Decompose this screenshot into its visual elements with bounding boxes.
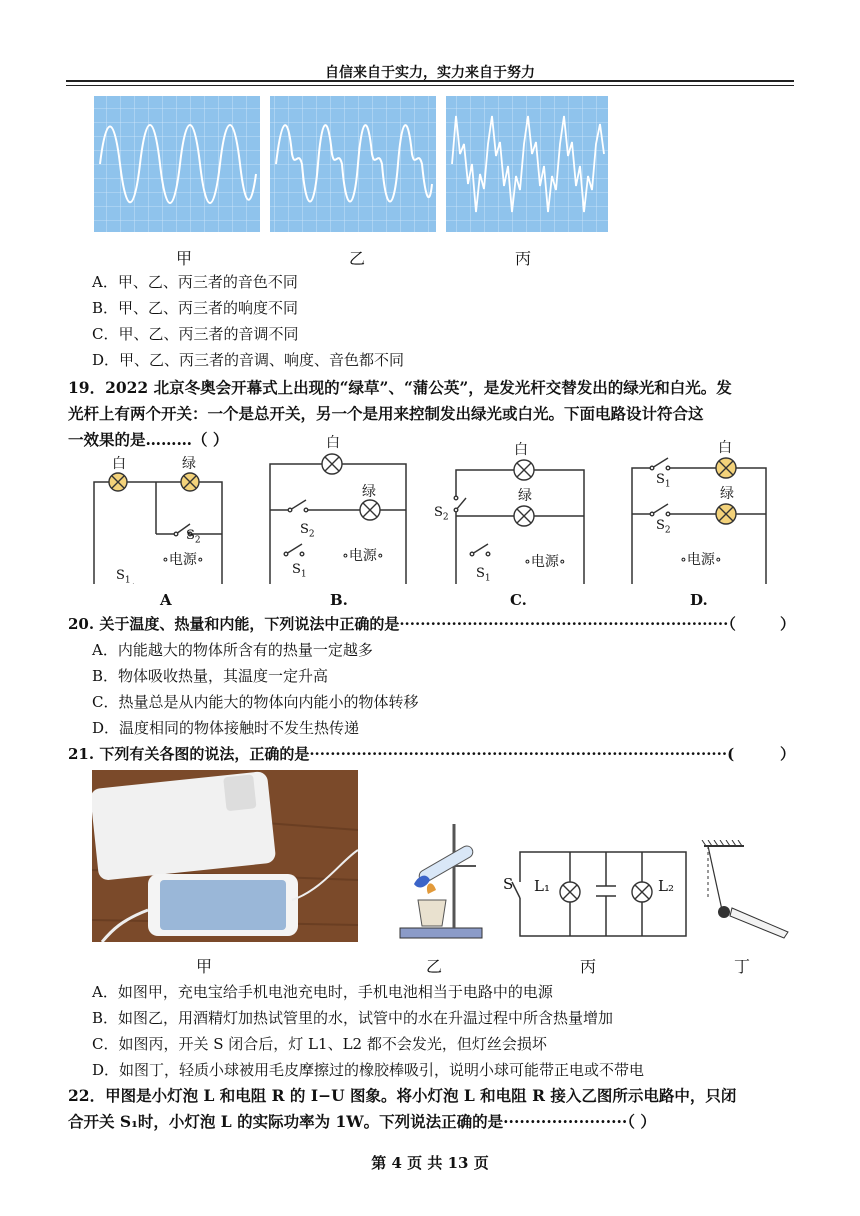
oscilloscope-jia [94, 96, 260, 232]
q20-option-c: C．热量总是从内能大的物体向内能小的物体转移 [92, 693, 419, 711]
q19-stem-line2: 光杆上有两个开关：一个是总开关，另一个是用来控制发出绿光或白光。下面电路设计符合这 [68, 404, 704, 423]
header-rule-thin [66, 85, 794, 86]
q21-caption-jia: 甲 [196, 957, 213, 976]
label-green-c: 绿 [518, 488, 532, 504]
label-s2-b: $S_2$ [300, 522, 315, 540]
header-rule [66, 80, 794, 82]
label-green-a: 绿 [182, 456, 196, 472]
label-s1-c: $S_1$ [476, 566, 491, 584]
q21-paren-close: ） [780, 745, 796, 763]
q20-paren-close: ） [780, 615, 796, 633]
parallel-lamp-circuit [506, 846, 690, 946]
label-switch-s: S [503, 875, 514, 893]
q20-option-a: A．内能越大的物体所含有的热量一定越多 [92, 641, 373, 659]
label-white-a: 白 [112, 456, 126, 472]
q18-option-d: D．甲、乙、丙三者的音调、响度、音色都不同 [92, 351, 405, 369]
q19-caption-a: A [160, 591, 172, 609]
figure-caption-bing: 丙 [515, 249, 532, 268]
q21-caption-bing: 丙 [580, 957, 597, 976]
page-number-footer: 第 4 页 共 13 页 [371, 1154, 489, 1172]
label-l2: L₂ [658, 877, 674, 895]
q19-stem-line1: 19．2022 北京冬奥会开幕式上出现的“绿草”、“蒲公英”，是发光杆交替发出的绿光和白光。发 [68, 378, 732, 397]
lamp-icon-b [322, 454, 534, 526]
label-power-c: ∘电源∘ [524, 554, 566, 570]
q19-caption-d: D. [690, 591, 708, 609]
label-power-b: ∘电源∘ [342, 548, 384, 564]
q18-option-b: B．甲、乙、丙三者的响度不同 [92, 299, 299, 317]
q22-stem-line2: 合开关 S₁时，小灯泡 L 的实际功率为 1W。下列说法正确的是·······················（ ） [68, 1112, 656, 1131]
q21-caption-yi: 乙 [426, 957, 443, 976]
q19-caption-c: C. [510, 591, 527, 609]
label-white-c: 白 [514, 442, 528, 458]
q20-option-b: B．物体吸收热量，其温度一定升高 [92, 667, 329, 685]
label-s2-c: $S_2$ [434, 505, 449, 523]
oscilloscope-figures [92, 94, 612, 234]
page-header-motto: 自信来自于实力，实力来自于努力 [325, 65, 535, 81]
q21-option-c: C．如图丙，开关 S 闭合后，灯 L1、L2 都不会发光，但灯丝会损坏 [92, 1035, 547, 1053]
label-green-d: 绿 [720, 486, 734, 502]
label-white-b: 白 [326, 435, 340, 451]
q22-stem-line1: 22．甲图是小灯泡 L 和电阻 R 的 I−U 图象。将小灯泡 L 和电阻 R 接入乙图所示电路中，只闭 [68, 1086, 737, 1105]
q21-caption-ding: 丁 [734, 957, 751, 976]
q19-caption-b: B. [330, 591, 348, 609]
label-s2-d: $S_2$ [656, 518, 671, 536]
q19-stem-line3: 一效果的是………（ ） [68, 430, 229, 449]
q20-stem: 20. 关于温度、热量和内能，下列说法中正确的是·······························································（ [68, 615, 736, 633]
q18-option-a: A．甲、乙、丙三者的音色不同 [92, 273, 298, 291]
q21-stem: 21. 下列有关各图的说法，正确的是················································································( [68, 745, 735, 763]
oscilloscope-yi [270, 96, 436, 232]
figure-caption-jia: 甲 [176, 249, 193, 268]
q21-option-a: A．如图甲，充电宝给手机电池充电时，手机电池相当于电路中的电源 [92, 983, 553, 1001]
circuit-b [270, 464, 406, 584]
label-s1-b: $S_1$ [292, 562, 307, 580]
photo-power-bank-phone [92, 770, 358, 942]
label-s1-a: $S_1$ [116, 568, 131, 586]
figure-caption-yi: 乙 [349, 249, 366, 268]
label-power-d: ∘电源∘ [680, 552, 722, 568]
q21-option-b: B．如图乙，用酒精灯加热试管里的水，试管中的水在升温过程中所含热量增加 [92, 1009, 614, 1027]
label-power-a: ∘电源∘ [162, 552, 204, 568]
label-s2-a: $S_2$ [186, 528, 201, 546]
oscilloscope-bing [446, 96, 608, 232]
alcohol-lamp-apparatus [396, 818, 486, 942]
suspended-ball-rod [694, 840, 794, 940]
label-s1-d: $S_1$ [656, 472, 671, 490]
label-green-b: 绿 [362, 484, 376, 500]
q21-option-d: D．如图丁，轻质小球被用毛皮摩擦过的橡胶棒吸引，说明小球可能带正电或不带电 [92, 1061, 645, 1079]
q18-option-c: C．甲、乙、丙三者的音调不同 [92, 325, 299, 343]
label-l1: L₁ [534, 877, 550, 895]
q20-option-d: D．温度相同的物体接触时不发生热传递 [92, 719, 360, 737]
label-white-d: 白 [718, 440, 732, 456]
